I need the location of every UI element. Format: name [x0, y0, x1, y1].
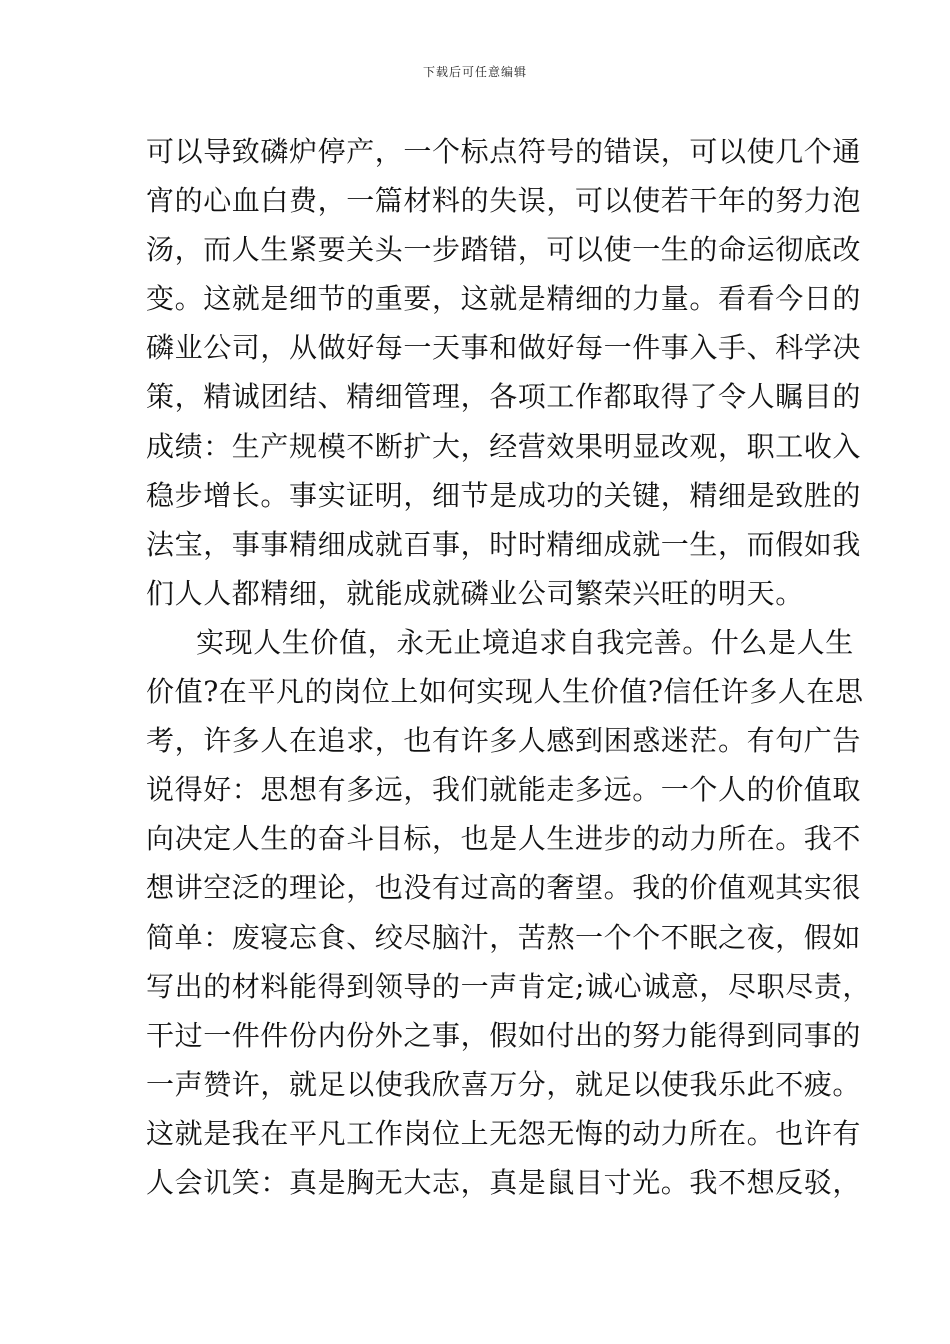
text-line: 向决定人生的奋斗目标，也是人生进步的动力所在。我不	[146, 822, 862, 856]
text-line: 一声赞许，就足以使我欣喜万分，就足以使我乐此不疲。	[146, 1067, 862, 1101]
text-line: 人会讥笑：真是胸无大志，真是鼠目寸光。我不想反驳，	[146, 1165, 862, 1199]
body-text	[146, 127, 872, 1207]
text-line: 这就是我在平凡工作岗位上无怨无悔的动力所在。也许有	[146, 1116, 862, 1150]
text-line: 简单：废寝忘食、绞尽脑汁，苦熬一个个不眠之夜，假如	[146, 920, 862, 954]
text-line: 稳步增长。事实证明，细节是成功的关键，精细是致胜的	[146, 478, 862, 512]
text-line: 法宝，事事精细成就百事，时时精细成就一生，而假如我	[146, 527, 862, 561]
paragraph-start-line: 实现人生价值，永无止境追求自我完善。什么是人生	[196, 625, 854, 659]
text-line: 价值?在平凡的岗位上如何实现人生价值?信任许多人在思	[146, 675, 864, 709]
text-line: 写出的材料能得到领导的一声肯定;诚心诚意，尽职尽责，	[146, 969, 872, 1003]
page-header: 下载后可任意编辑	[422, 65, 527, 79]
text-line: 们人人都精细，就能成就磷业公司繁荣兴旺的明天。	[146, 576, 804, 610]
text-line: 考，许多人在追求，也有许多人感到困惑迷茫。有句广告	[146, 724, 862, 758]
text-line: 策，精诚团结、精细管理，各项工作都取得了令人瞩目的	[146, 380, 862, 414]
text-line: 宵的心血白费，一篇材料的失误，可以使若干年的努力泡	[146, 184, 862, 218]
text-line: 成绩：生产规模不断扩大，经营效果明显改观，职工收入	[146, 429, 862, 463]
text-line: 想讲空泛的理论，也没有过高的奢望。我的价值观其实很	[146, 871, 862, 905]
text-line: 干过一件件份内份外之事，假如付出的努力能得到同事的	[146, 1018, 862, 1052]
text-line: 说得好：思想有多远，我们就能走多远。一个人的价值取	[146, 773, 862, 807]
text-line: 可以导致磷炉停产，一个标点符号的错误，可以使几个通	[146, 135, 862, 168]
text-line: 磷业公司，从做好每一天事和做好每一件事入手、科学决	[146, 331, 862, 365]
text-line: 汤，而人生紧要关头一步踏错，可以使一生的命运彻底改	[146, 233, 862, 267]
text-line: 变。这就是细节的重要，这就是精细的力量。看看今日的	[146, 282, 862, 316]
